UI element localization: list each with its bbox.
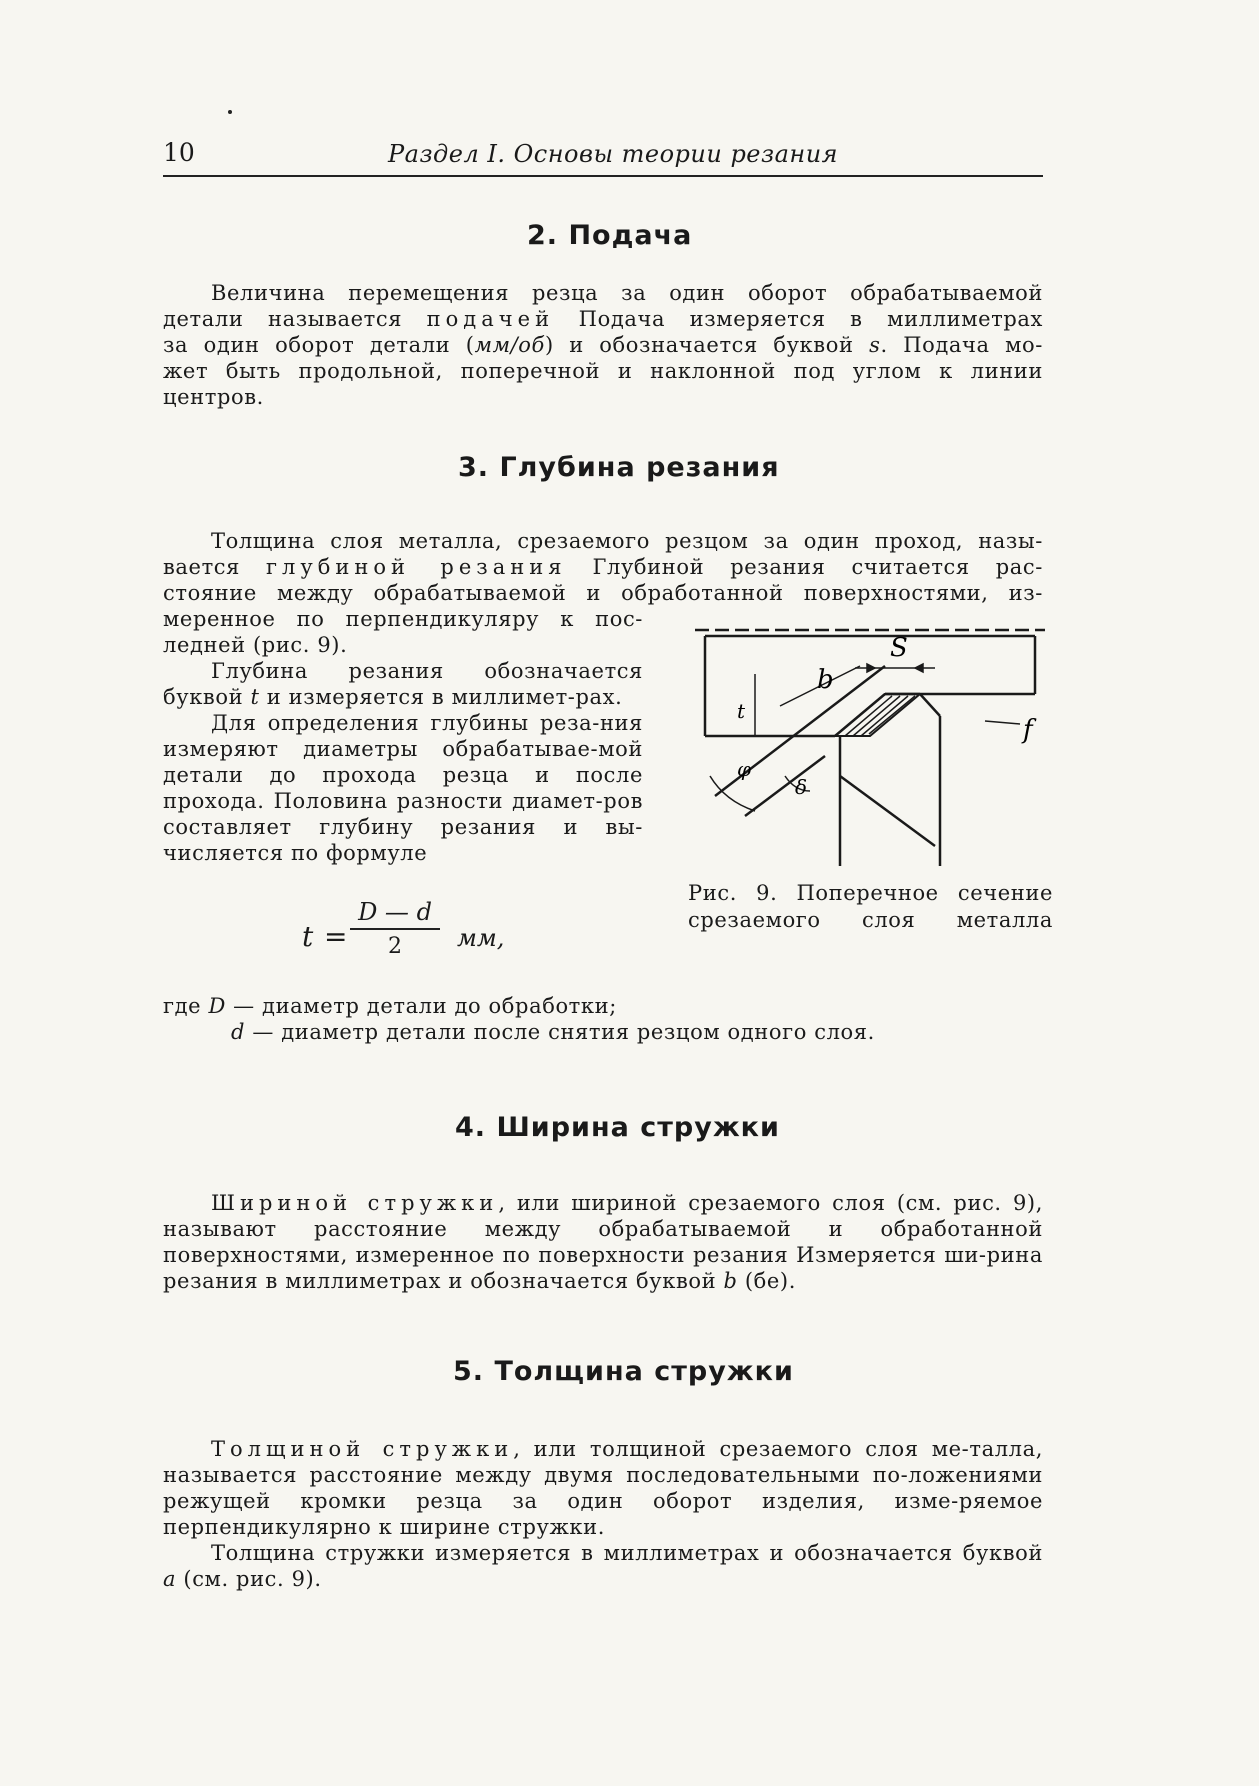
label-phi: φ	[737, 757, 752, 781]
section-3-title: 3. Глубина резания	[458, 452, 780, 483]
page-header	[163, 138, 1043, 178]
term-podacha: подачей	[426, 307, 555, 331]
page-number: 10	[163, 138, 195, 167]
section-5-title: 5. Толщина стружки	[453, 1356, 794, 1387]
label-t: t	[737, 699, 746, 723]
term-glubina: глубиной резания	[266, 555, 567, 579]
section-5-paragraph-1: Толщиной стружки, или толщиной срезаемого слоя ме-талла, называется расстояние между двумя последовательными по-ложениями режущей кромки резца за один оборот изделия, изме-ряемое перпендикулярно к ширине стружки.	[163, 1437, 1043, 1539]
formula-legend: где D — диаметр детали до обработки; d — диаметр детали после снятия резцом одного слоя.	[163, 994, 875, 1044]
label-f: f	[1023, 715, 1033, 745]
section-2-title: 2. Подача	[527, 220, 693, 251]
formula-fraction: D — d 2	[350, 898, 440, 959]
running-title: Раздел I. Основы теории резания	[388, 140, 839, 168]
figure-9-caption: Рис. 9. Поперечное сечение срезаемого слоя металла	[688, 881, 1053, 932]
label-b: b	[817, 665, 834, 695]
section-5-paragraph-2: Толщина стружки измеряется в миллиметрах и обозначается буквой a (см. рис. 9).	[163, 1541, 1043, 1591]
term-tolshchina: Толщиной стружки	[211, 1437, 514, 1461]
section-3-paragraph-1: Толщина слоя металла, срезаемого резцом за один проход, назы- вается глубиной резания Глубиной резания считается рас- стояние между обрабатываемой и обработанной поверхностями, из-	[163, 529, 1043, 605]
figure-9-diagram	[685, 626, 1055, 866]
speck	[228, 110, 232, 114]
section-4-title: 4. Ширина стружки	[455, 1112, 780, 1143]
label-s: S	[890, 633, 908, 663]
depth-formula: t = D — d 2 мм,	[302, 898, 505, 959]
header-rule	[163, 175, 1043, 177]
section-2-paragraph: Величина перемещения резца за один оборот обрабатываемой детали называется подачей Подача измеряется в миллиметрах за один оборот детали (мм/об) и обозначается буквой s. Подача мо- жет быть продольной, поперечной и наклонной под углом к линии центров.	[163, 281, 1043, 409]
section-3-left-column: меренное по перпендикуляру к пос- ледней (рис. 9). Глубина резания обозначается буквой t и измеряется в миллимет-рах. Для определения глубины реза-ния измеряют диаметры обрабатывае-мой детали до прохода резца и после прохода. Половина разности диамет-ров составляет глубину резания и вы-числяется по формуле	[163, 607, 643, 865]
term-shirina: Шириной стружки	[211, 1191, 499, 1215]
label-delta: δ	[795, 775, 808, 799]
section-4-paragraph: Шириной стружки, или шириной срезаемого слоя (см. рис. 9), называют расстояние между обрабатываемой и обработанной поверхностями, измеренное по поверхности резания Измеряется ши-рина резания в миллиметрах и обозначается буквой b (бе).	[163, 1191, 1043, 1293]
